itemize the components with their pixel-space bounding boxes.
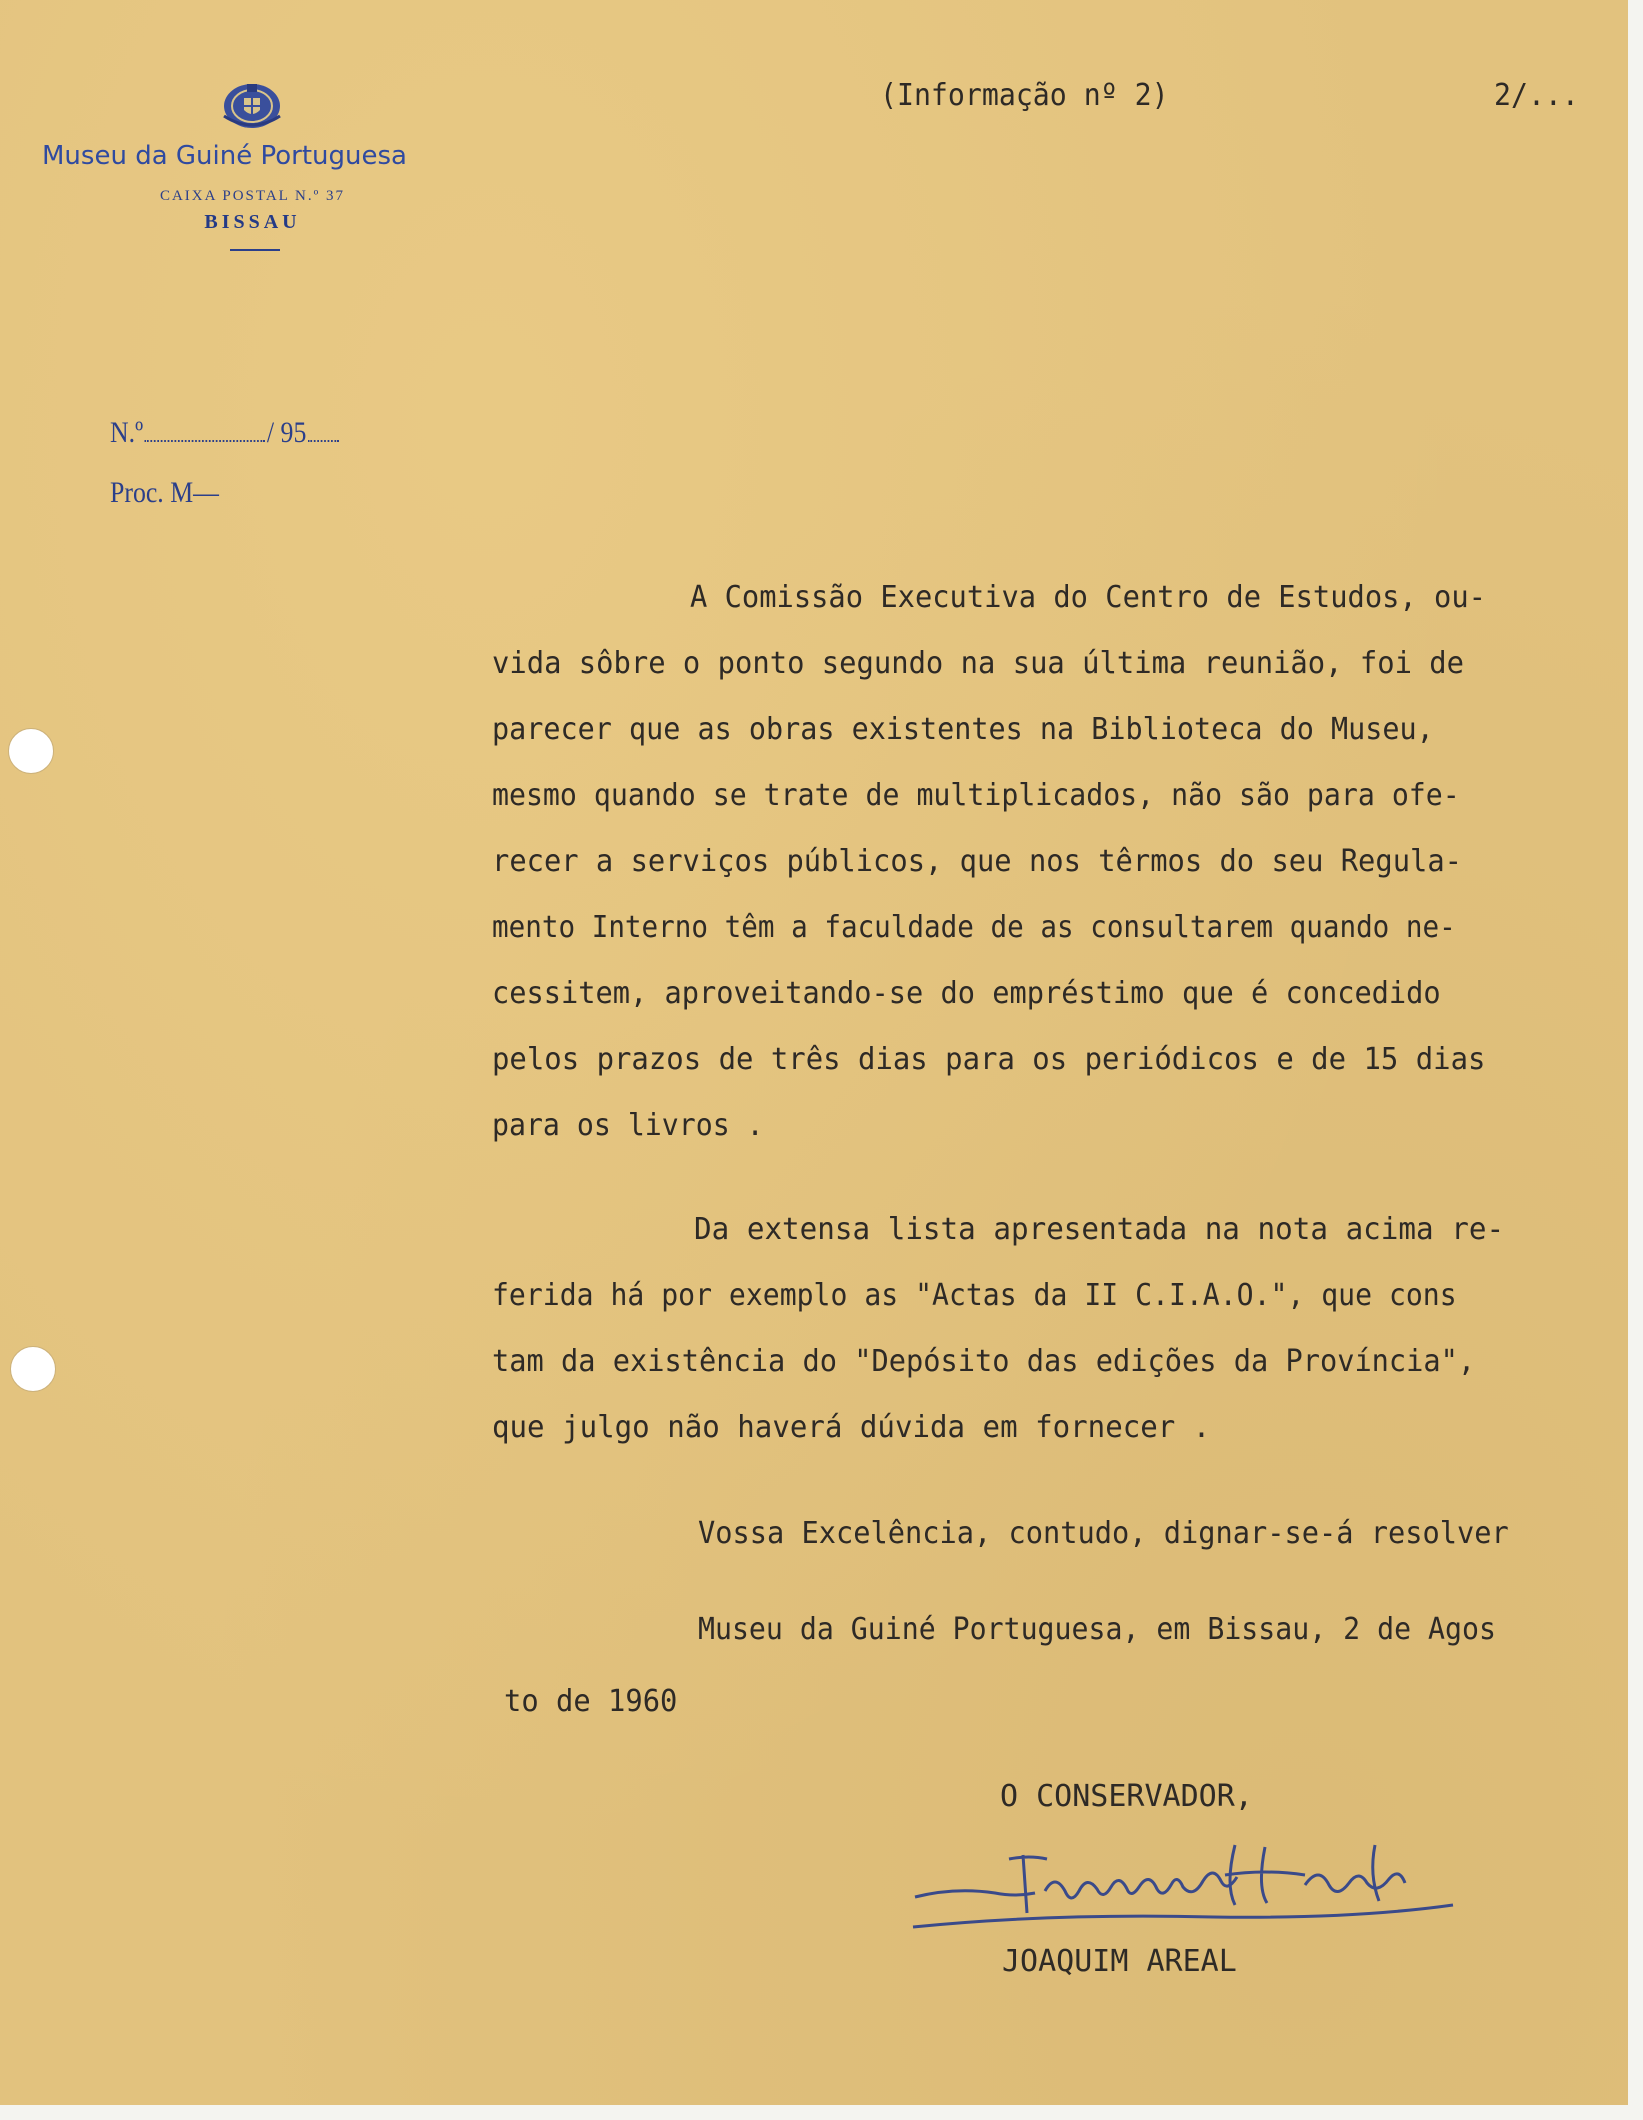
body-line: tam da existência do "Depósito das edições da Província", <box>492 1344 1476 1379</box>
reference-number <box>110 416 339 450</box>
coat-of-arms-icon <box>216 76 288 132</box>
punch-hole <box>8 728 54 774</box>
body-line: para os livros . <box>492 1108 764 1143</box>
scan-edge-right <box>1628 0 1643 2120</box>
reference-year: / 95 <box>266 416 307 449</box>
body-line: Vossa Excelência, contudo, dignar-se-á resolver <box>698 1516 1509 1551</box>
postal-box: CAIXA POSTAL N.º 37 <box>159 188 346 204</box>
page-number: 2/... <box>1494 78 1579 113</box>
body-line: A Comissão Executiva do Centro de Estudos, ou- <box>690 580 1486 615</box>
body-line: cessitem, aproveitando-se do empréstimo que é concedido <box>492 976 1441 1011</box>
blank-dots <box>145 440 265 442</box>
process-reference: Proc. M— <box>110 476 219 509</box>
institution-name: Museu da Guiné Portuguesa <box>42 141 407 171</box>
city-name: BISSAU <box>204 211 301 233</box>
handwritten-signature <box>905 1835 1465 1945</box>
letterhead-rule <box>230 249 280 251</box>
punch-hole <box>10 1346 56 1392</box>
information-heading: (Informação nº 2) <box>880 78 1169 113</box>
signatory-title: O CONSERVADOR, <box>1000 1779 1253 1814</box>
body-line: to de 1960 <box>504 1684 678 1719</box>
reference-number-label: N.º <box>110 416 144 449</box>
signatory-name: JOAQUIM AREAL <box>1002 1944 1237 1979</box>
body-line: pelos prazos de três dias para os periódicos e de 15 dias <box>492 1042 1486 1077</box>
body-line: mesmo quando se trate de multiplicados, não são para ofe- <box>492 778 1460 813</box>
body-line: ferida há por exemplo as "Actas da II C.I.A.O.", que cons <box>492 1278 1457 1313</box>
scan-edge-bottom <box>0 2105 1643 2120</box>
body-line: mento Interno têm a faculdade de as consultarem quando ne- <box>492 910 1456 945</box>
body-line: parecer que as obras existentes na Biblioteca do Museu, <box>492 712 1434 747</box>
body-line: que julgo não haverá dúvida em fornecer . <box>492 1410 1211 1445</box>
blank-dots <box>308 440 339 442</box>
body-line: Da extensa lista apresentada na nota acima re- <box>694 1212 1505 1247</box>
body-line: Museu da Guiné Portuguesa, em Bissau, 2 de Agos <box>698 1612 1496 1647</box>
body-line: vida sôbre o ponto segundo na sua última reunião, foi de <box>492 646 1465 681</box>
body-line: recer a serviços públicos, que nos têrmos do seu Regula- <box>492 844 1462 879</box>
